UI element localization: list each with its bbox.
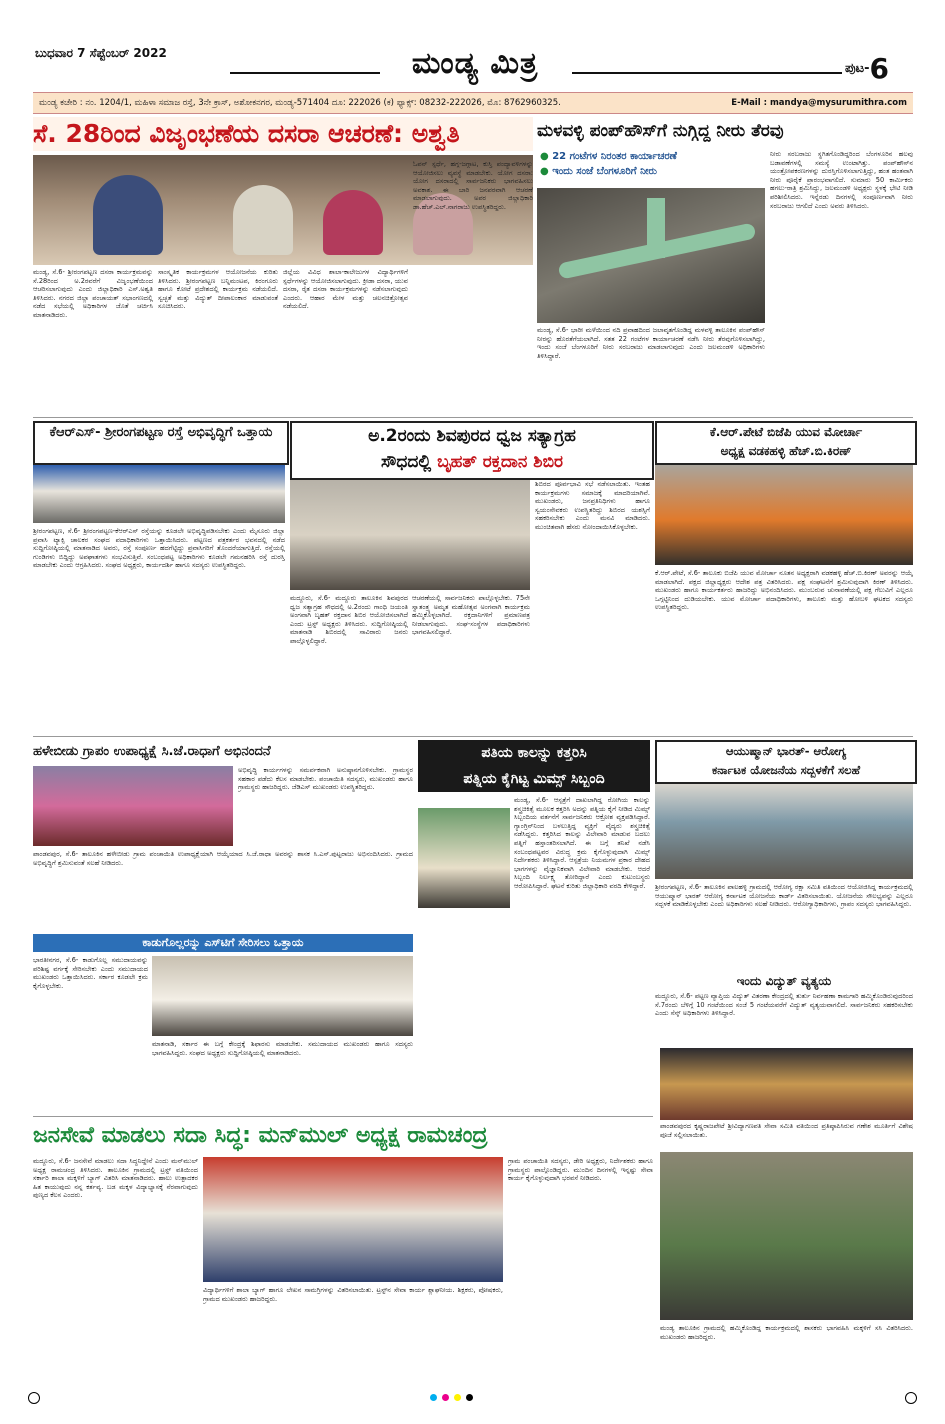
- manmul-headline: ಜನಸೇವೆ ಮಾಡಲು ಸದಾ ಸಿದ್ಧ: ಮನ್‌ಮುಲ್ ಅಧ್ಯಕ್ಷ ರಾಮಚಂದ್ರ: [33, 1123, 488, 1148]
- ganesha-photo: [660, 1048, 913, 1120]
- kadugolla-photo: [152, 956, 413, 1036]
- cyan-swatch-icon: [430, 1394, 437, 1401]
- pumphouse-body: ನೀರು ಸರಬರಾಜು ಸ್ಥಗಿತಗೊಂಡಿದ್ದರಿಂದ ಬೆಂಗಳೂರಿನ ಹಲವು ಬಡಾವಣೆಗಳಲ್ಲಿ ಸಮಸ್ಯೆ ಉಂಟಾಗಿತ್ತು. ಪಂಪ್‌ಹೌಸ್‌ನ ಯಂತ್ರೋಪಕರಣಗಳನ್ನು ದುರಸ್ತಿಗೊಳಿಸಲಾಗುತ್ತಿದ್ದು, ಹಂತ ಹಂತವಾಗಿ ನೀರು ಪೂರೈಕೆ ಪ್ರಾರಂಭವಾಗಲಿದೆ. ಸುಮಾರು 50 ಕಾರ್ಮಿಕರು ಹಗಲು-ರಾತ್ರಿ ಶ್ರಮಿಸಿದ್ದು, ಜಲಮಂಡಳಿ ಅಧ್ಯಕ್ಷರು ಸ್ಥಳಕ್ಕೆ ಭೇಟಿ ನೀಡಿ ಪರಿಶೀಲಿಸಿದರು. ಇನ್ನೆರಡು ದಿನಗಳಲ್ಲಿ ಸಂಪೂರ್ಣವಾಗಿ ನೀರು ಸರಬರಾಜು ಆಗಲಿದೆ ಎಂದು ಅವರು ತಿಳಿಸಿದರು.: [770, 150, 913, 210]
- blood-body-col1: ಮದ್ದೂರು, ಸೆ.6- ಮದ್ದೂರು ತಾಲೂಕಿನ ಶಿವಪುರದ ಧ್ವಜ ಸತ್ಯಾಗ್ರಹ ಸೌಧದಲ್ಲಿ ಅ.2ರಂದು ಗಾಂಧಿ ಜಯಂತಿ ಅಂಗವಾಗಿ ಬೃಹತ್ ರಕ್ತದಾನ ಶಿಬಿರ ಆಯೋಜಿಸಲಾಗಿದೆ ಎಂದು ಟ್ರಸ್ಟ್ ಅಧ್ಯಕ್ಷರು ತಿಳಿಸಿದರು. ಸುದ್ದಿಗೋಷ್ಠಿಯಲ್ಲಿ ಮಾತನಾಡಿ ಶಿಬಿರದಲ್ಲಿ ಸಾವಿರಾರು ಜನರು ಪಾಲ್ಗೊಳ್ಳಲಿದ್ದಾರೆ.: [290, 594, 408, 645]
- dasara-body-col2: ಸಾಂಸ್ಕೃತಿಕ ಕಾರ್ಯಕ್ರಮಗಳ ಆಯೋಜನೆಯ ಕುರಿತು ತಿಳಿಸಿದರು. ಶ್ರೀರಂಗಪಟ್ಟಣ ಬನ್ನಿಮಂಟಪ, ಕಿರಂಗೂರು ಹಾಗೂ ಕೋಟೆ ಪ್ರದೇಶದಲ್ಲಿ ಕಾರ್ಯಕ್ರಮ ನಡೆಯಲಿದೆ. ಸ್ವಚ್ಛತೆ ಮತ್ತು ವಿದ್ಯುತ್ ದೀಪಾಲಂಕಾರ ಮಾಡುವಂತೆ ಸೂಚಿಸಿದರು.: [158, 268, 278, 311]
- photo-wrap-spacer: [418, 796, 514, 912]
- krs-press-photo: [33, 465, 285, 523]
- sapling-caption: ಮಂಡ್ಯ ತಾಲೂಕಿನ ಗ್ರಾಮದಲ್ಲಿ ಹಮ್ಮಿಕೊಂಡಿದ್ದ ಕಾರ್ಯಕ್ರಮದಲ್ಲಿ ಶಾಸಕರು ಭಾಗವಹಿಸಿ ಮಕ್ಕಳಿಗೆ ಸಸಿ ವಿತರಿಸಿದರು. ಮುಖಂಡರು ಹಾಜರಿದ್ದರು.: [660, 1324, 913, 1341]
- ayushman-body: ಶ್ರೀರಂಗಪಟ್ಟಣ, ಸೆ.6- ತಾಲೂಕಿನ ಪಾಲಹಳ್ಳಿ ಗ್ರಾಮದಲ್ಲಿ ಆರೋಗ್ಯ ರಕ್ಷಾ ಸಮಿತಿ ವತಿಯಿಂದ ಆಯೋಜಿಸಿದ್ದ ಕಾರ್ಯಕ್ರಮದಲ್ಲಿ ಆಯುಷ್ಮಾನ್ ಭಾರತ್ ಆರೋಗ್ಯ ಕರ್ನಾಟಕ ಯೋಜನೆಯ ಕಾರ್ಡ್ ವಿತರಿಸಲಾಯಿತು. ಯೋಜನೆಯ ಸೌಲಭ್ಯವನ್ನು ಎಲ್ಲರೂ ಸದ್ಬಳಕೆ ಮಾಡಿಕೊಳ್ಳಬೇಕು ಎಂದು ಅಧಿಕಾರಿಗಳು ಸಲಹೆ ನೀಡಿದರು. ಆರೋಗ್ಯಾಧಿಕಾರಿಗಳು, ಗ್ರಾಪಂ ಸದಸ್ಯರು ಭಾಗವಹಿಸಿದ್ದರು.: [655, 883, 913, 909]
- halebeedu-body-col2: ಅಭಿವೃದ್ಧಿ ಕಾರ್ಯಗಳನ್ನು ಸಮರ್ಪಕವಾಗಿ ಅನುಷ್ಠಾನಗೊಳಿಸಬೇಕು. ಗ್ರಾಮಸ್ಥರ ಸಹಕಾರ ಪಡೆದು ಕೆಲಸ ಮಾಡಬೇಕು. ಪಂಚಾಯಿತಿ ಸದಸ್ಯರು, ಮುಖಂಡರು ಹಾಗೂ ಗ್ರಾಮಸ್ಥರು ಹಾಜರಿದ್ದರು. ಜೆಡಿಎಸ್ ಮುಖಂಡರು ಉಪಸ್ಥಿತರಿದ್ದರು.: [238, 766, 413, 792]
- blood-body-col2: ಆಚರಣೆಯಲ್ಲಿ ಸಾರ್ವಜನಿಕರು ಪಾಲ್ಗೊಳ್ಳಬೇಕು. 75ನೇ ಸ್ವಾತಂತ್ರ್ಯ ಅಮೃತ ಮಹೋತ್ಸವ ಅಂಗವಾಗಿ ಕಾರ್ಯಕ್ರಮ ಹಮ್ಮಿಕೊಳ್ಳಲಾಗಿದೆ. ರಕ್ತದಾನಿಗಳಿಗೆ ಪ್ರಮಾಣಪತ್ರ ನೀಡಲಾಗುವುದು. ಸಂಘ-ಸಂಸ್ಥೆಗಳ ಪದಾಧಿಕಾರಿಗಳು ಭಾಗವಹಿಸಲಿದ್ದಾರೆ.: [412, 594, 530, 637]
- ayushman-headline-box: [655, 740, 917, 784]
- black-swatch-icon: [466, 1394, 473, 1401]
- pumphouse-bullets: [540, 151, 760, 177]
- sapling-event-photo: [660, 1152, 913, 1320]
- kadugolla-body-col1: ಭಾರತೀನಗರ, ಸೆ.6- ಕಾಡುಗೊಲ್ಲ ಸಮುದಾಯವನ್ನು ಪರಿಶಿಷ್ಟ ವರ್ಗಕ್ಕೆ ಸೇರಿಸಬೇಕು ಎಂದು ಸಮುದಾಯದ ಮುಖಂಡರು ಒತ್ತಾಯಿಸಿದರು. ಸರ್ಕಾರ ಕೂಡಲೇ ಕ್ರಮ ಕೈಗೊಳ್ಳಬೇಕು.: [33, 956, 148, 990]
- section-divider: [33, 736, 913, 737]
- halebeedu-photo: [33, 766, 233, 846]
- address-bar: [33, 92, 913, 114]
- bjp-headline-box: [655, 421, 917, 465]
- registration-mark-icon: [28, 1392, 40, 1404]
- blood-headline-box: [290, 421, 654, 480]
- bjp-group-photo: [655, 465, 913, 565]
- pumphouse-caption: ಮಂಡ್ಯ, ಸೆ.6- ಭಾರೀ ಮಳೆಯಿಂದ ನದಿ ಪ್ರವಾಹದಿಂದ ಜಲಾವೃತಗೊಂಡಿದ್ದ ಮಳವಳ್ಳಿ ತಾಲೂಕಿನ ಪಂಪ್‌ಹೌಸ್ ನೀರನ್ನು ಹೊರತೆಗೆಯಲಾಗಿದೆ. ಸತತ 22 ಗಂಟೆಗಳ ಕಾರ್ಯಾಚರಣೆ ನಡೆಸಿ ನೀರು ತೆರವುಗೊಳಿಸಲಾಗಿದ್ದು, ಇಂದು ಸಂಜೆ ಬೆಂಗಳೂರಿಗೆ ನೀರು ಸರಬರಾಜು ಮಾಡಲಾಗುವುದು ಎಂದು ಜಲಮಂಡಳಿ ಅಧಿಕಾರಿಗಳು ತಿಳಿಸಿದ್ದಾರೆ.: [537, 326, 765, 360]
- masthead-rule-left: [230, 72, 380, 74]
- masthead-rule-right: [572, 72, 842, 74]
- issue-date: ಬುಧವಾರ 7 ಸೆಪ್ಟೆಂಬರ್ 2022: [35, 46, 167, 60]
- manmul-body-col1: ಮದ್ದೂರು, ಸೆ.6- ಜನಸೇವೆ ಮಾಡಲು ಸದಾ ಸಿದ್ಧನಿದ್ದೇನೆ ಎಂದು ಮನ್‌ಮುಲ್ ಅಧ್ಯಕ್ಷ ರಾಮಚಂದ್ರ ತಿಳಿಸಿದರು. ತಾಲೂಕಿನ ಗ್ರಾಮದಲ್ಲಿ ಟ್ರಸ್ಟ್ ವತಿಯಿಂದ ಸರ್ಕಾರಿ ಶಾಲಾ ಮಕ್ಕಳಿಗೆ ಬ್ಯಾಗ್ ವಿತರಿಸಿ ಮಾತನಾಡಿದರು. ಹಾಲು ಉತ್ಪಾದಕರ ಹಿತ ಕಾಯುವುದು ನನ್ನ ಕರ್ತವ್ಯ. ಬಡ ಮಕ್ಕಳ ವಿದ್ಯಾಭ್ಯಾಸಕ್ಕೆ ನೆರವಾಗುವುದು ಪುಣ್ಯದ ಕೆಲಸ ಎಂದರು.: [33, 1157, 198, 1200]
- photo-figure: [93, 175, 163, 255]
- halebeedu-body-col1: ಪಾಂಡವಪುರ, ಸೆ.6- ತಾಲೂಕಿನ ಹಳೇಬೀಡು ಗ್ರಾಮ ಪಂಚಾಯಿತಿ ಉಪಾಧ್ಯಕ್ಷೆಯಾಗಿ ಆಯ್ಕೆಯಾದ ಸಿ.ಜೆ.ರಾಧಾ ಅವರನ್ನು ಶಾಸಕ ಸಿ.ಎಸ್.ಪುಟ್ಟರಾಜು ಅಭಿನಂದಿಸಿದರು. ಗ್ರಾಮದ ಅಭಿವೃದ್ಧಿಗೆ ಶ್ರಮಿಸುವಂತೆ ಸಲಹೆ ನೀಡಿದರು.: [33, 850, 413, 867]
- krs-headline: ಕೆಆರ್‌ಎಸ್- ಶ್ರೀರಂಗಪಟ್ಟಣ ರಸ್ತೆ ಅಭಿವೃದ್ಧಿಗೆ ಒತ್ತಾಯ: [49, 425, 273, 440]
- kadugolla-body-col2: ಮಾತನಾಡಿ, ಸರ್ಕಾರ ಈ ಬಗ್ಗೆ ಕೇಂದ್ರಕ್ಕೆ ಶಿಫಾರಸು ಮಾಡಬೇಕು. ಸಮುದಾಯದ ಮುಖಂಡರು ಹಾಗೂ ಸದಸ್ಯರು ಭಾಗವಹಿಸಿದ್ದರು. ಸಂಘದ ಅಧ್ಯಕ್ಷರು ಸುದ್ದಿಗೋಷ್ಠಿಯಲ್ಲಿ ಮಾತನಾಡಿದರು.: [152, 1040, 413, 1057]
- bullet-dot-icon: ●: [540, 166, 549, 177]
- section-divider: [33, 417, 913, 418]
- mims-headline-box: [418, 740, 650, 792]
- magenta-swatch-icon: [442, 1394, 449, 1401]
- section-divider: [33, 1116, 653, 1117]
- blood-group-photo: [290, 480, 530, 590]
- dasara-body-col4: ಓಪನ್ ಸ್ಪರ್ಧೆ, ಹಗ್ಗ-ಜಗ್ಗಾಟ, ಕುಸ್ತಿ ಪಂದ್ಯಾವಳಿಗಳನ್ನು ಆಯೋಜಿಸಲು ವ್ಯವಸ್ಥೆ ಮಾಡಬೇಕು. ಯೋಗ ದಸರಾ: ಯೋಗ ದಸರಾದಲ್ಲಿ ಸಾರ್ವಜನಿಕರು ಭಾಗವಹಿಸಲು ಅವಕಾಶ. ಈ ಬಾರಿ ಜನಪರವಾಗಿ ಆಚರಣೆ ಮಾಡಲಾಗುವುದು. ಅಪರ ಜಿಲ್ಲಾಧಿಕಾರಿ ಡಾ.ಹೆಚ್.ಎಲ್.ನಾಗರಾಜು ಉಪಸ್ಥಿತರಿದ್ದರು.: [413, 160, 533, 211]
- halebeedu-headline: ಹಳೇಬೀಡು ಗ್ರಾಪಂ ಉಪಾಧ್ಯಕ್ಷೆ ಸಿ.ಜೆ.ರಾಧಾಗೆ ಅಭಿನಂದನೆ: [33, 744, 271, 759]
- dasara-headline: ಸೆ. 28ರಿಂದ ವಿಜೃಂಭಣೆಯ ದಸರಾ ಆಚರಣೆ: ಅಶ್ವತಿ: [33, 117, 533, 151]
- registration-mark-icon: [905, 1392, 917, 1404]
- manmul-body-col2: ವಿದ್ಯಾರ್ಥಿಗಳಿಗೆ ಶಾಲಾ ಬ್ಯಾಗ್ ಹಾಗೂ ಲೇಖನ ಸಾಮಗ್ರಿಗಳನ್ನು ವಿತರಿಸಲಾಯಿತು. ಟ್ರಸ್ಟ್‌ನ ಸೇವಾ ಕಾರ್ಯ ಶ್ಲಾಘನೀಯ. ಶಿಕ್ಷಕರು, ಪೋಷಕರು, ಗ್ರಾಮದ ಮುಖಂಡರು ಹಾಜರಿದ್ದರು.: [203, 1286, 503, 1303]
- krs-body: ಶ್ರೀರಂಗಪಟ್ಟಣ, ಸೆ.6- ಶ್ರೀರಂಗಪಟ್ಟಣ-ಕೆಆರ್‌ಎಸ್ ರಸ್ತೆಯನ್ನು ಕೂಡಲೇ ಅಭಿವೃದ್ಧಿಪಡಿಸಬೇಕು ಎಂದು ಮೈಸೂರು ಜಿಲ್ಲಾ ಪ್ರವಾಸಿ ಟ್ಯಾಕ್ಸಿ ಚಾಲಕರ ಸಂಘದ ಪದಾಧಿಕಾರಿಗಳು ಒತ್ತಾಯಿಸಿದರು. ಪಟ್ಟಣದ ಪತ್ರಕರ್ತರ ಭವನದಲ್ಲಿ ನಡೆದ ಸುದ್ದಿಗೋಷ್ಠಿಯಲ್ಲಿ ಮಾತನಾಡಿದ ಅವರು, ರಸ್ತೆ ಸಂಪೂರ್ಣ ಹದಗೆಟ್ಟಿದ್ದು ಪ್ರವಾಸಿಗರಿಗೆ ತೊಂದರೆಯಾಗುತ್ತಿದೆ. ರಸ್ತೆಯಲ್ಲಿ ಗುಂಡಿಗಳು ಬಿದ್ದಿದ್ದು ಅಪಘಾತಗಳು ಸಂಭವಿಸುತ್ತಿವೆ. ಸಂಬಂಧಪಟ್ಟ ಅಧಿಕಾರಿಗಳು ಕೂಡಲೇ ಗಮನಹರಿಸಿ ರಸ್ತೆ ದುರಸ್ತಿ ಮಾಡಬೇಕು ಎಂದು ಆಗ್ರಹಿಸಿದರು. ಸಂಘದ ಅಧ್ಯಕ್ಷರು, ಕಾರ್ಯದರ್ಶಿ ಹಾಗೂ ಸದಸ್ಯರು ಉಪಸ್ಥಿತರಿದ್ದರು.: [33, 527, 285, 570]
- bullet-item: ● 22 ಗಂಟೆಗಳ ನಿರಂತರ ಕಾರ್ಯಾಚರಣೆ: [540, 151, 677, 162]
- bullet-dot-icon: ●: [540, 151, 549, 162]
- mims-headline-line2: ಪತ್ನಿಯ ಕೈಗಿಟ್ಟ ಮಿಮ್ಸ್ ಸಿಬ್ಬಂದಿ: [463, 771, 605, 787]
- power-body: ಮದ್ದೂರು, ಸೆ.6- ಪಟ್ಟಣ ವ್ಯಾಪ್ತಿಯ ವಿದ್ಯುತ್ ವಿತರಣಾ ಕೇಂದ್ರದಲ್ಲಿ ತುರ್ತು ನಿರ್ವಹಣಾ ಕಾಮಗಾರಿ ಹಮ್ಮಿಕೊಂಡಿರುವುದರಿಂದ ಸೆ.7ರಂದು ಬೆಳಿಗ್ಗೆ 10 ಗಂಟೆಯಿಂದ ಸಂಜೆ 5 ಗಂಟೆಯವರೆಗೆ ವಿದ್ಯುತ್ ವ್ಯತ್ಯಯವಾಗಲಿದೆ. ಸಾರ್ವಜನಿಕರು ಸಹಕರಿಸಬೇಕು ಎಂದು ಸೆಸ್ಕ್ ಅಧಿಕಾರಿಗಳು ತಿಳಿಸಿದ್ದಾರೆ.: [655, 992, 913, 1018]
- bjp-headline-line2: ಅಧ್ಯಕ್ಷ ವಡಕಹಳ್ಳಿ ಹೆಚ್.ಬಿ.ಕಿರಣ್: [720, 444, 852, 458]
- manmul-body-col3: ಗ್ರಾಮ ಪಂಚಾಯಿತಿ ಸದಸ್ಯರು, ಡೇರಿ ಅಧ್ಯಕ್ಷರು, ನಿರ್ದೇಶಕರು ಹಾಗೂ ಗ್ರಾಮಸ್ಥರು ಪಾಲ್ಗೊಂಡಿದ್ದರು. ಮುಂದಿನ ದಿನಗಳಲ್ಲಿ ಇನ್ನಷ್ಟು ಸೇವಾ ಕಾರ್ಯ ಕೈಗೊಳ್ಳುವುದಾಗಿ ಭರವಸೆ ನೀಡಿದರು.: [508, 1157, 653, 1183]
- bjp-body: ಕೆ.ಆರ್.ಪೇಟೆ, ಸೆ.6- ತಾಲೂಕು ಬಿಜೆಪಿ ಯುವ ಮೋರ್ಚಾ ನೂತನ ಅಧ್ಯಕ್ಷರಾಗಿ ವಡಕಹಳ್ಳಿ ಹೆಚ್.ಬಿ.ಕಿರಣ್ ಅವರನ್ನು ಆಯ್ಕೆ ಮಾಡಲಾಗಿದೆ. ಪಕ್ಷದ ಜಿಲ್ಲಾಧ್ಯಕ್ಷರು ಆದೇಶ ಪತ್ರ ವಿತರಿಸಿದರು. ಪಕ್ಷ ಸಂಘಟನೆಗೆ ಶ್ರಮಿಸುವುದಾಗಿ ಕಿರಣ್ ತಿಳಿಸಿದರು. ಮುಖಂಡರು ಹಾಗೂ ಕಾರ್ಯಕರ್ತರು ಹಾಜರಿದ್ದು ಅಭಿನಂದಿಸಿದರು. ಮುಂಬರುವ ಚುನಾವಣೆಯಲ್ಲಿ ಪಕ್ಷ ಗೆಲುವಿಗೆ ಎಲ್ಲರೂ ಒಗ್ಗಟ್ಟಿನಿಂದ ದುಡಿಯಬೇಕು. ಯುವ ಮೋರ್ಚಾ ಪದಾಧಿಕಾರಿಗಳು, ತಾಲೂಕು ಮತ್ತು ಹೋಬಳಿ ಘಟಕದ ಸದಸ್ಯರು ಉಪಸ್ಥಿತರಿದ್ದರು.: [655, 569, 913, 612]
- dasara-body-col3: ಜಿಲ್ಲೆಯ ವಿವಿಧ ಶಾಲಾ-ಕಾಲೇಜುಗಳ ವಿದ್ಯಾರ್ಥಿಗಳಿಗೆ ಸ್ಪರ್ಧೆಗಳನ್ನು ಆಯೋಜಿಸಲಾಗುವುದು. ಕ್ರೀಡಾ ದಸರಾ, ಯುವ ದಸರಾ, ರೈತ ದಸರಾ ಕಾರ್ಯಕ್ರಮಗಳನ್ನು ನಡೆಸಲಾಗುವುದು ಎಂದರು. ಆಹಾರ ಮೇಳ ಮತ್ತು ಚಲನಚಿತ್ರೋತ್ಸವ ನಡೆಯಲಿದೆ.: [283, 268, 408, 311]
- ayushman-photo: [655, 784, 913, 879]
- pumphouse-headline: ಮಳವಳ್ಳಿ ಪಂಪ್‌ಹೌಸ್‌ಗೆ ನುಗ್ಗಿದ್ದ ನೀರು ತೆರವು: [537, 121, 784, 141]
- mims-headline-line1: ಪತಿಯ ಕಾಲನ್ನು ಕತ್ತರಿಸಿ: [481, 745, 587, 761]
- photo-figure: [323, 190, 383, 255]
- bjp-headline-line1: ಕೆ.ಆರ್.ಪೇಟೆ ಬಿಜೆಪಿ ಯುವ ಮೋರ್ಚಾ: [709, 425, 863, 439]
- power-headline: ಇಂದು ವಿದ್ಯುತ್ ವ್ಯತ್ಯಯ: [736, 974, 832, 988]
- bullet-item: ● ಇಂದು ಸಂಜೆ ಬೆಂಗಳೂರಿಗೆ ನೀರು: [540, 166, 657, 177]
- kadugolla-headline: ಕಾಡುಗೊಲ್ಲರನ್ನು ಎಸ್‌ಟಿಗೆ ಸೇರಿಸಲು ಒತ್ತಾಯ: [33, 934, 413, 952]
- dasara-body-col1: ಮಂಡ್ಯ, ಸೆ.6- ಶ್ರೀರಂಗಪಟ್ಟಣ ದಸರಾ ಕಾರ್ಯಕ್ರಮವನ್ನು ಸೆ.28ರಿಂದ ಅ.2ರವರೆಗೆ ವಿಜೃಂಭಣೆಯಿಂದ ಆಚರಿಸಲಾಗುವುದು ಎಂದು ಜಿಲ್ಲಾಧಿಕಾರಿ ಎಸ್.ಅಶ್ವತಿ ತಿಳಿಸಿದರು. ನಗರದ ಜಿಲ್ಲಾ ಪಂಚಾಯತ್ ಸಭಾಂಗಣದಲ್ಲಿ ನಡೆದ ಸಭೆಯಲ್ಲಿ ಅಧಿಕಾರಿಗಳ ಜೊತೆ ಚರ್ಚಿಸಿ ಮಾತನಾಡಿದರು.: [33, 268, 153, 319]
- krs-headline-box: [33, 421, 289, 465]
- ganesha-caption: ಪಾಂಡವಪುರದ ಕೃಷ್ಣರಾಜಪೇಟೆ ಶ್ರೀವಿದ್ಯಾಗಣಪತಿ ಸೇವಾ ಸಮಿತಿ ವತಿಯಿಂದ ಪ್ರತಿಷ್ಠಾಪಿಸಿರುವ ಗಣೇಶ ಮೂರ್ತಿಗೆ ವಿಶೇಷ ಪೂಜೆ ಸಲ್ಲಿಸಲಾಯಿತು.: [660, 1122, 913, 1139]
- blood-body-col3: ಶಿಬಿರದ ಪೂರ್ವಭಾವಿ ಸಭೆ ನಡೆಸಲಾಯಿತು. ಇಂತಹ ಕಾರ್ಯಕ್ರಮಗಳು ಸಮಾಜಕ್ಕೆ ಮಾದರಿಯಾಗಿವೆ. ಮುಖಂಡರು, ಜನಪ್ರತಿನಿಧಿಗಳು ಹಾಗೂ ಸ್ವಯಂಸೇವಕರು ಉಪಸ್ಥಿತರಿದ್ದು ಶಿಬಿರದ ಯಶಸ್ಸಿಗೆ ಸಹಕರಿಸಬೇಕು ಎಂದು ಮನವಿ ಮಾಡಿದರು. ಮುಂಚಿತವಾಗಿ ಹೆಸರು ನೋಂದಾಯಿಸಿಕೊಳ್ಳಬೇಕು.: [535, 480, 650, 531]
- blood-headline-line1: ಅ.2ರಂದು ಶಿವಪುರದ ಧ್ವಜ ಸತ್ಯಾಗ್ರಹ: [368, 426, 576, 446]
- photo-figure: [233, 185, 293, 255]
- office-address: ಮಂಡ್ಯ ಕಚೇರಿ : ನಂ. 1204/1, ಮಹಿಳಾ ಸಮಾಜ ರಸ್ತೆ, 3ನೇ ಕ್ರಾಸ್, ಅಶೋಕನಗರ, ಮಂಡ್ಯ-571404 ದೂ: 222026 (ಕ) ಫ್ಯಾಕ್ಸ್: 08232-222026, ಮೊ: 8762960325.: [39, 98, 561, 108]
- blood-headline-line2: ಸೌಧದಲ್ಲಿ ಬೃಹತ್ ರಕ್ತದಾನ ಶಿಬಿರ: [381, 452, 563, 472]
- page-number: ಪುಟ-6: [845, 52, 889, 85]
- yellow-swatch-icon: [454, 1394, 461, 1401]
- masthead: ಮಂಡ್ಯ ಮಿತ್ರ: [411, 46, 539, 81]
- mims-body: ಮಂಡ್ಯ, ಸೆ.6- ಆಸ್ಪತ್ರೆಗೆ ದಾಖಲಾಗಿದ್ದ ರೋಗಿಯ ಕಾಲನ್ನು ಶಸ್ತ್ರಚಿಕಿತ್ಸೆ ಮೂಲಕ ಕತ್ತರಿಸಿ ಅದನ್ನು ಪತ್ನಿಯ ಕೈಗೆ ನೀಡಿದ ಮಿಮ್ಸ್ ಸಿಬ್ಬಂದಿಯ ವರ್ತನೆಗೆ ಸಾರ್ವಜನಿಕರು ಆಕ್ರೋಶ ವ್ಯಕ್ತಪಡಿಸಿದ್ದಾರೆ. ಗ್ಯಾಂಗ್ರಿನ್‌ನಿಂದ ಬಳಲುತ್ತಿದ್ದ ವ್ಯಕ್ತಿಗೆ ವೈದ್ಯರು ಶಸ್ತ್ರಚಿಕಿತ್ಸೆ ನಡೆಸಿದ್ದರು. ಕತ್ತರಿಸಿದ ಕಾಲನ್ನು ವಿಲೇವಾರಿ ಮಾಡುವ ಬದಲು ಪತ್ನಿಗೆ ಹಸ್ತಾಂತರಿಸಲಾಗಿದೆ. ಈ ಬಗ್ಗೆ ತನಿಖೆ ನಡೆಸಿ ಸಂಬಂಧಪಟ್ಟವರ ವಿರುದ್ಧ ಕ್ರಮ ಕೈಗೊಳ್ಳುವುದಾಗಿ ಮಿಮ್ಸ್ ನಿರ್ದೇಶಕರು ತಿಳಿಸಿದ್ದಾರೆ. ಆಸ್ಪತ್ರೆಯ ನಿಯಮಗಳ ಪ್ರಕಾರ ದೇಹದ ಭಾಗಗಳನ್ನು ವೈಜ್ಞಾನಿಕವಾಗಿ ವಿಲೇವಾರಿ ಮಾಡಬೇಕು. ಆದರೆ ಸಿಬ್ಬಂದಿ ನಿರ್ಲಕ್ಷ್ಯ ತೋರಿದ್ದಾರೆ ಎಂದು ಕುಟುಂಬಸ್ಥರು ಆರೋಪಿಸಿದ್ದಾರೆ. ಘಟನೆ ಕುರಿತು ಜಿಲ್ಲಾಧಿಕಾರಿ ವರದಿ ಕೇಳಿದ್ದಾರೆ.: [418, 796, 650, 1111]
- pumphouse-photo: [537, 188, 765, 323]
- pipe-shape: [647, 198, 665, 258]
- ayushman-headline-line1: ಆಯುಷ್ಮಾನ್ ಭಾರತ್- ಆರೋಗ್ಯ: [725, 744, 847, 758]
- manmul-photo: [203, 1157, 503, 1282]
- email: E-Mail : mandya@mysurumithra.com: [731, 98, 907, 108]
- ayushman-headline-line2: ಕರ್ನಾಟಕ ಯೋಜನೆಯ ಸದ್ಬಳಕೆಗೆ ಸಲಹೆ: [711, 763, 861, 777]
